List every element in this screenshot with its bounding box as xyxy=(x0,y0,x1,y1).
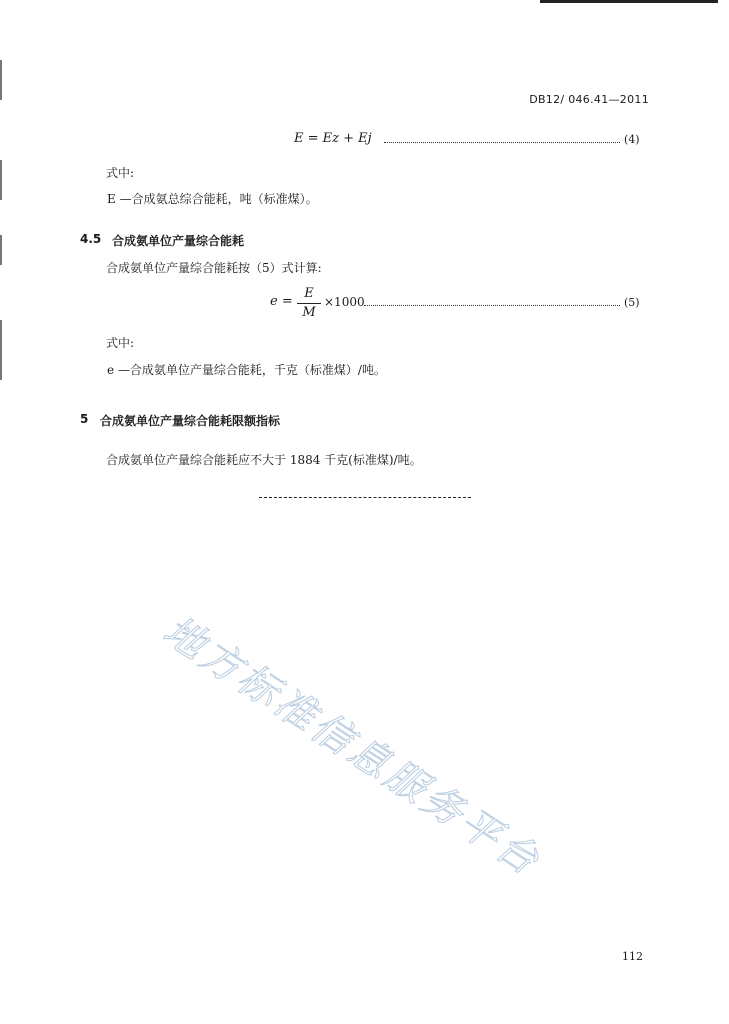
section-5-number: 5 xyxy=(80,412,89,426)
section-4-5-intro: 合成氨单位产量综合能耗按（5）式计算: xyxy=(106,261,322,275)
margin-mark xyxy=(0,320,2,380)
definition-e: e —合成氨单位产量综合能耗，千克（标准煤）/吨。 xyxy=(107,363,386,377)
equation-4-formula: E = Ez + Ej xyxy=(294,131,372,146)
end-of-text-rule xyxy=(259,497,471,498)
section-5-title: 合成氨单位产量综合能耗限额指标 xyxy=(100,414,281,428)
equation-5-number: (5) xyxy=(624,296,640,309)
header-rule xyxy=(540,0,718,3)
standard-code: DB12/ 046.41—2011 xyxy=(529,93,649,106)
margin-mark xyxy=(0,160,2,200)
equation-5-numerator: E xyxy=(304,286,314,301)
page-number: 112 xyxy=(622,950,643,963)
section-4-5-number: 4.5 xyxy=(80,232,102,246)
watermark: 地方标准信息服务平台 xyxy=(155,607,550,886)
equation-5-fraction xyxy=(297,287,321,320)
equation-4-leader xyxy=(384,142,620,143)
margin-mark xyxy=(0,235,2,265)
margin-mark xyxy=(0,60,2,100)
equation-5-tail: ×1000 xyxy=(324,295,365,309)
equation-5-denominator: M xyxy=(302,305,316,320)
where-label: 式中: xyxy=(106,166,135,180)
section-5-body: 合成氨单位产量综合能耗应不大于 1884 千克(标准煤)/吨。 xyxy=(106,453,422,467)
section-4-5-title: 合成氨单位产量综合能耗 xyxy=(112,234,245,248)
equation-5-leader xyxy=(364,305,620,306)
equation-5-lhs: e = xyxy=(270,294,293,309)
definition-E: E —合成氨总综合能耗，吨（标准煤）。 xyxy=(107,192,318,206)
where-label: 式中: xyxy=(106,336,135,350)
equation-4-number: (4) xyxy=(624,133,640,146)
fraction-bar xyxy=(297,303,321,304)
